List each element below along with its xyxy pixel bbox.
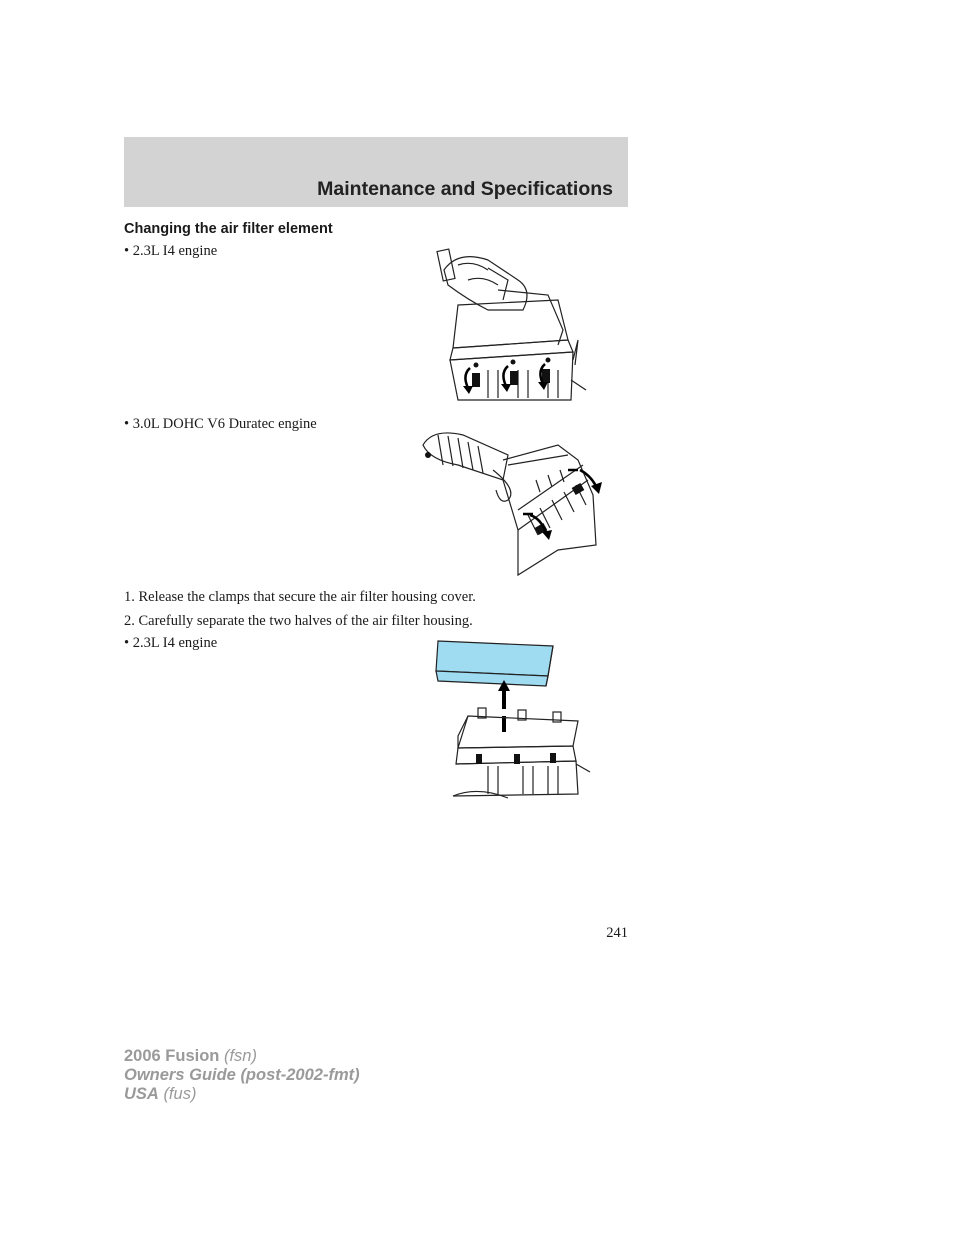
page-number: 241 (606, 925, 628, 941)
footer-market-name: USA (124, 1085, 159, 1103)
footer-line-model (124, 1047, 360, 1066)
footer-line-guide (124, 1066, 360, 1085)
filter-removal-illustration (428, 636, 593, 801)
document-footer (124, 1047, 360, 1104)
section-header-title: Maintenance and Specifications (317, 178, 613, 200)
i4-air-box-illustration (428, 240, 588, 410)
v6-air-box-illustration (418, 420, 608, 580)
footer-model-name: 2006 Fusion (124, 1047, 220, 1065)
bullet-engine-i4: • 2.3L I4 engine (124, 243, 218, 259)
footer-line-market (124, 1085, 360, 1104)
section-header-band (124, 137, 628, 207)
subsection-title: Changing the air filter element (124, 221, 333, 237)
bullet-engine-v6: • 3.0L DOHC V6 Duratec engine (124, 416, 317, 432)
footer-model-code: (fsn) (223, 1047, 257, 1065)
step-separate-halves: 2. Carefully separate the two halves of the air filter housing. (124, 613, 473, 629)
footer-guide-name: Owners Guide (post-2002-fmt) (124, 1066, 360, 1084)
footer-market-code: (fus) (163, 1085, 197, 1103)
bullet-engine-i4-filter: • 2.3L I4 engine (124, 635, 218, 651)
step-release-clamps: 1. Release the clamps that secure the air filter housing cover. (124, 589, 476, 605)
